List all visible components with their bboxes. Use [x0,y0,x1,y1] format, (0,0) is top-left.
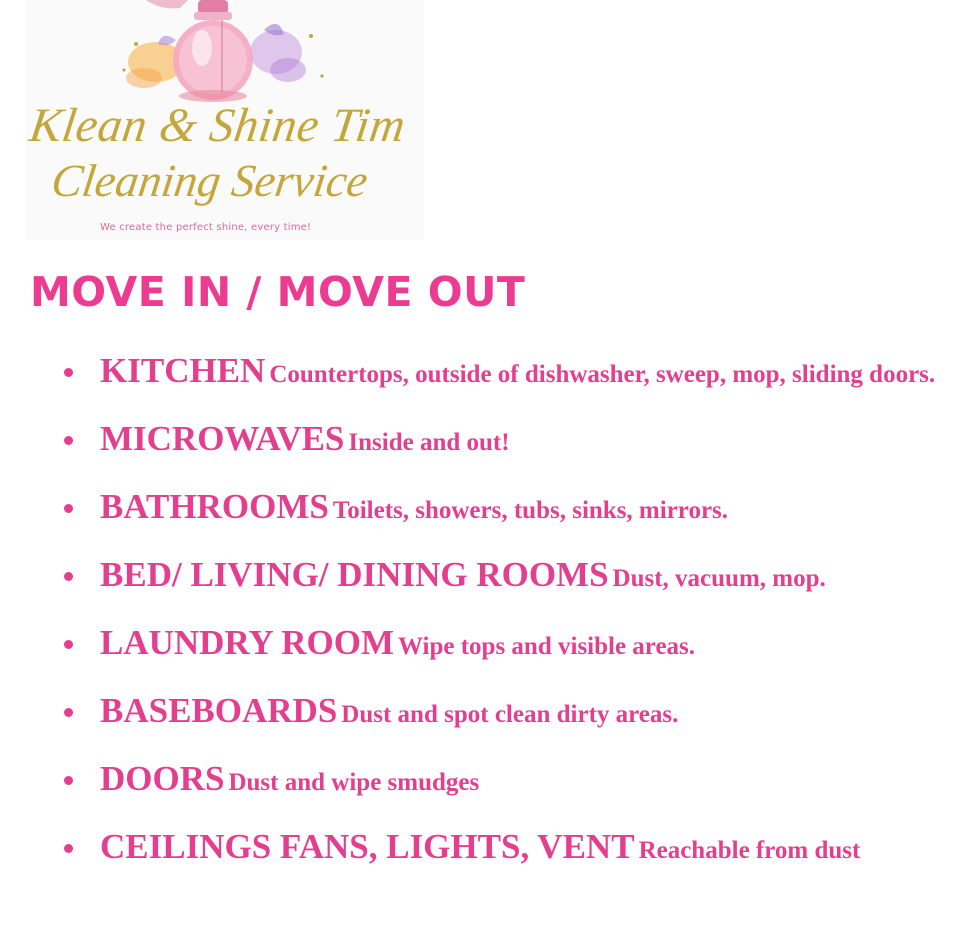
bullet-icon [64,572,73,581]
service-item-baseboards [0,691,950,734]
company-logo [26,0,424,240]
service-description: Inside and out! [348,429,510,456]
service-name: DOORS [100,759,225,798]
spray-bottle-illustration [26,0,424,110]
service-description: Wipe tops and visible areas. [397,633,696,660]
service-name: KITCHEN [100,351,266,390]
bullet-icon [64,504,73,513]
logo-brand-name: Klean & Shine Tim [26,99,409,152]
bullet-icon [64,708,73,717]
logo-tagline: We create the perfect shine, every time! [100,222,312,233]
service-item-doors [0,759,950,802]
service-item-kitchen [0,351,950,394]
service-name: BATHROOMS [100,487,329,526]
service-item-bed-living-dining [0,555,950,598]
service-name: LAUNDRY ROOM [100,623,394,662]
service-name: CEILINGS FANS, LIGHTS, VENT [100,827,635,866]
service-item-microwaves [0,419,950,462]
bullet-icon [64,844,73,853]
service-name: BED/ LIVING/ DINING ROOMS [100,555,609,594]
service-description: Dust and wipe smudges [228,769,480,796]
logo-brand-subtitle: Cleaning Service [48,155,372,206]
bullet-icon [64,436,73,445]
service-description: Reachable from dust [638,837,861,864]
bullet-icon [64,368,73,377]
service-description: Dust and spot clean dirty areas. [341,701,679,728]
service-description: Toilets, showers, tubs, sinks, mirrors. [332,497,729,524]
page-title: MOVE IN / MOVE OUT [30,268,526,316]
bullet-icon [64,640,73,649]
service-description: Dust, vacuum, mop. [612,565,826,592]
service-list [0,351,950,898]
service-name: BASEBOARDS [100,691,338,730]
service-description: Countertops, outside of dishwasher, sweep, mop, sliding doors. [269,361,936,388]
bullet-icon [64,776,73,785]
service-name: MICROWAVES [100,419,345,458]
service-item-bathrooms [0,487,950,530]
service-item-laundry-room [0,623,950,666]
service-item-ceilings [0,827,950,870]
